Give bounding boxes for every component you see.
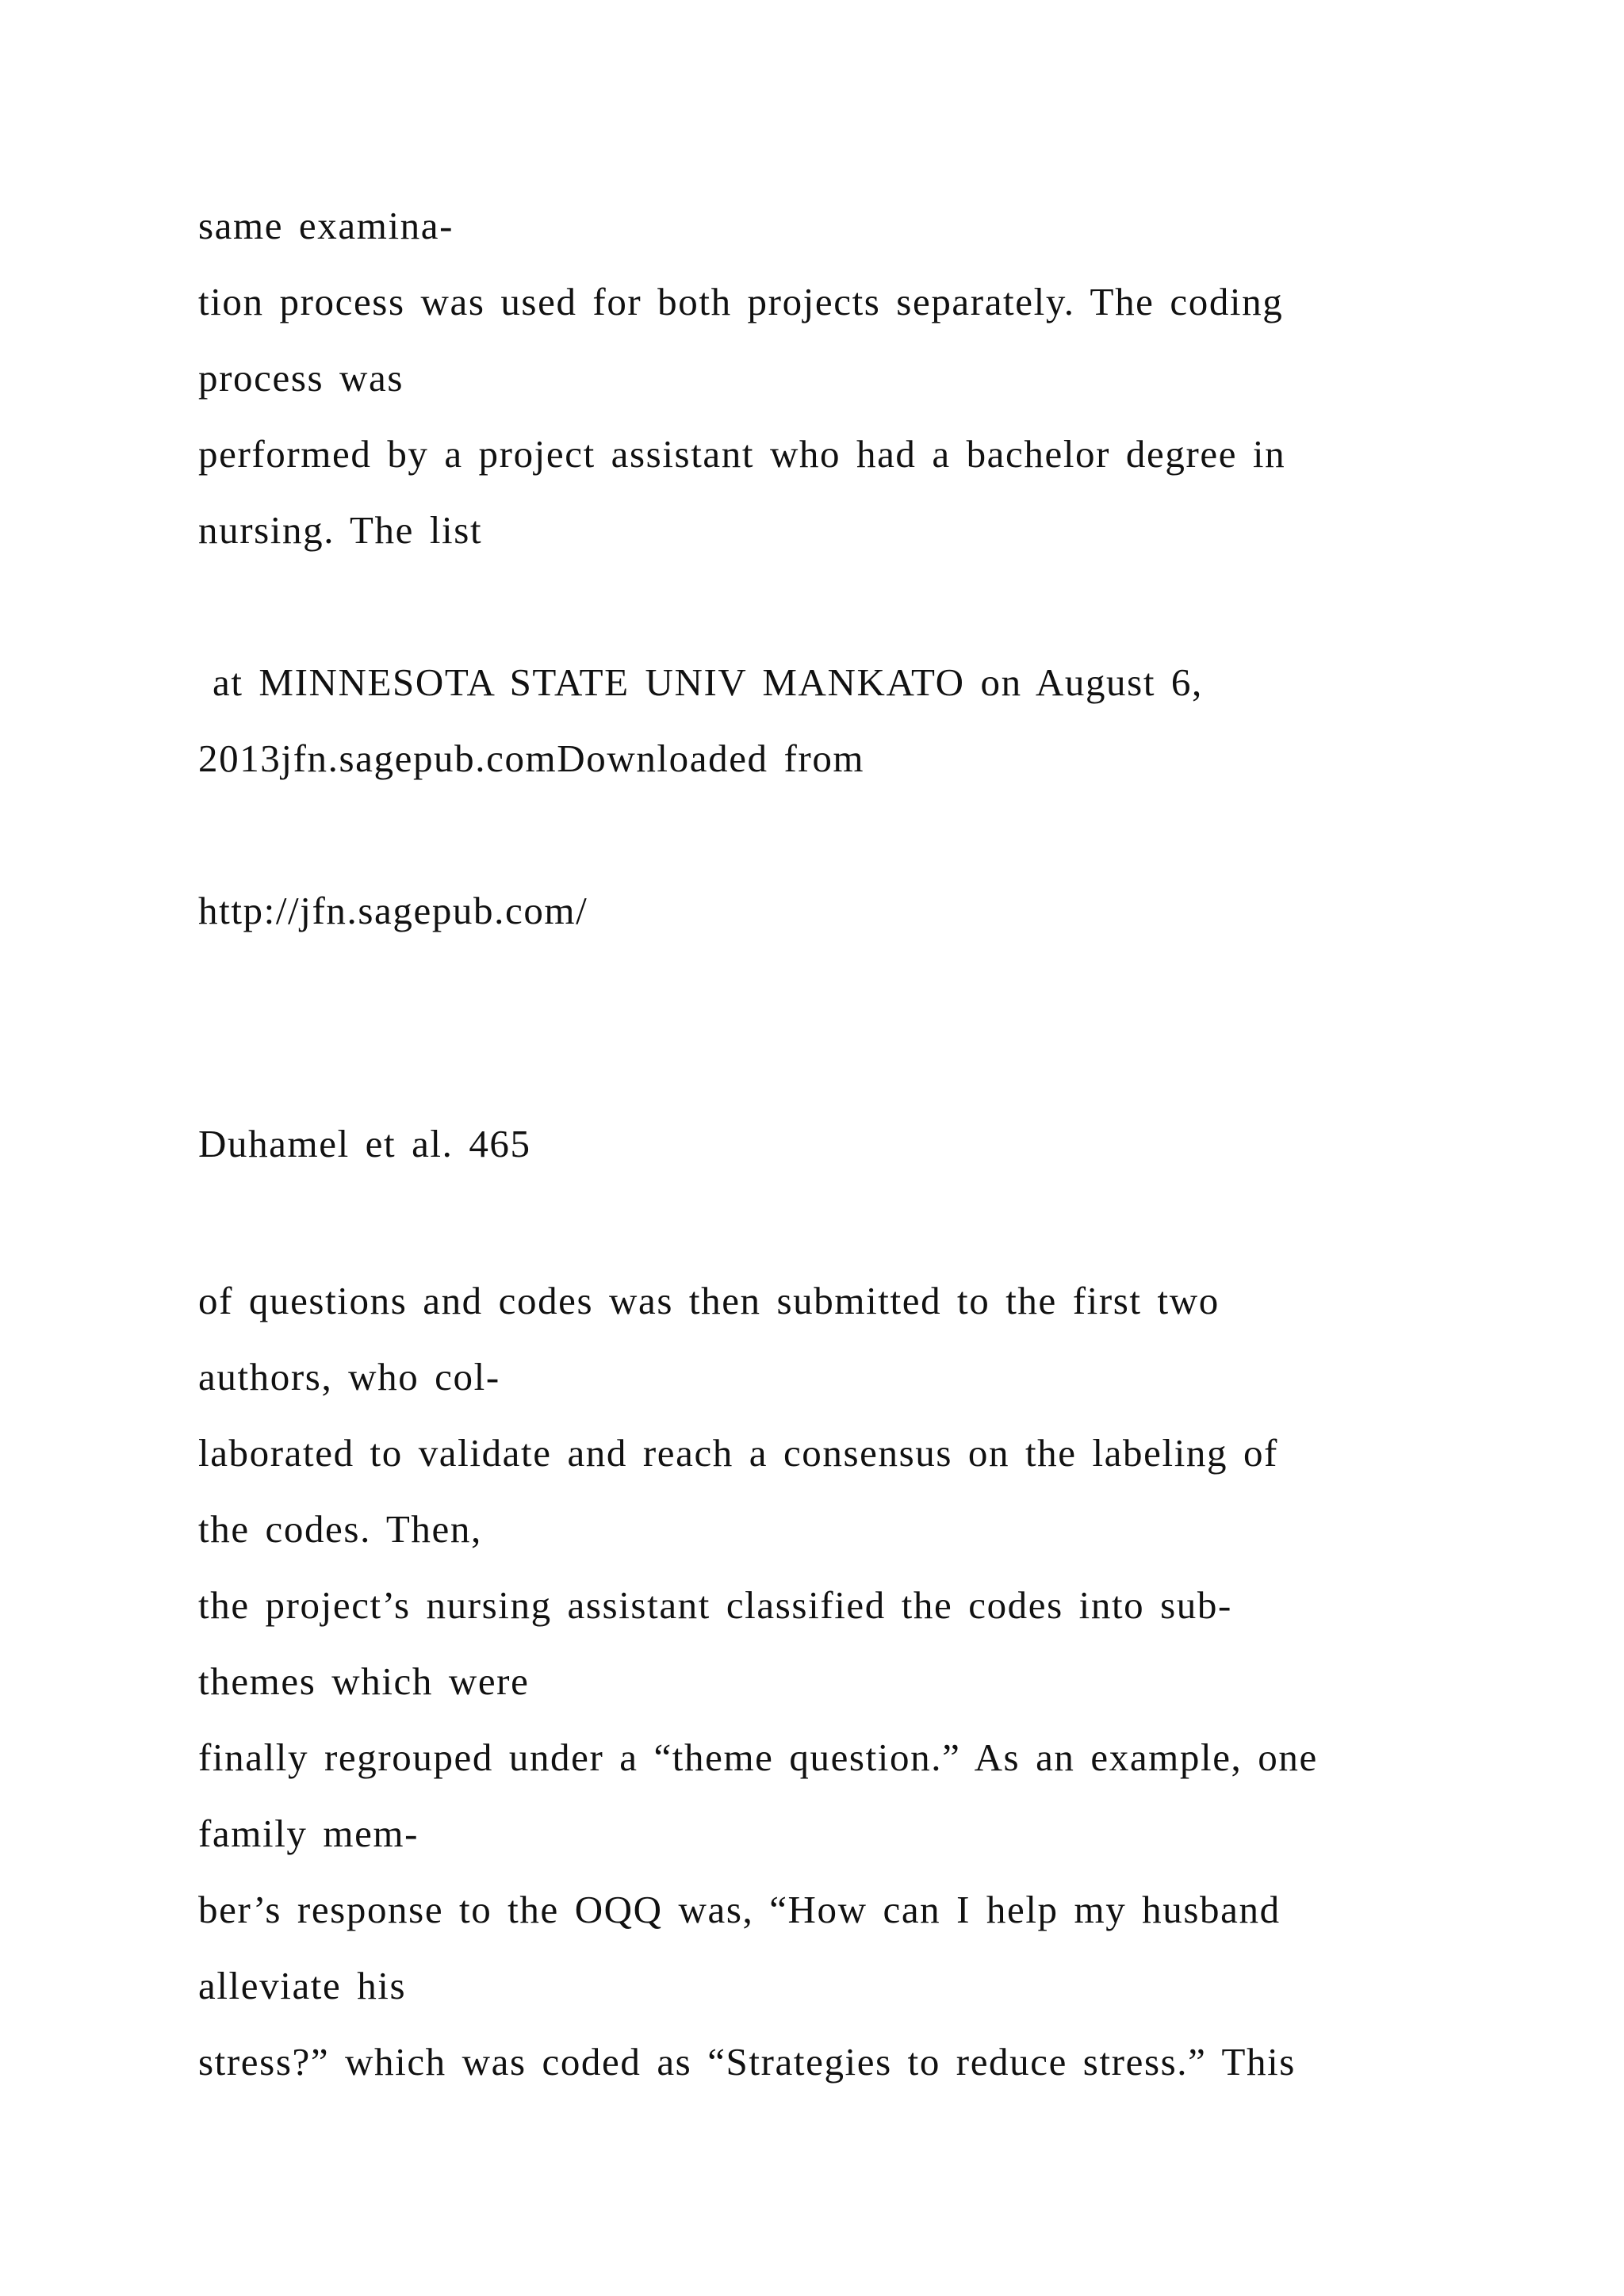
text-line: nursing. The list [198,508,483,552]
text-line: family mem- [198,1812,419,1855]
running-header: Duhamel et al. 465 [198,1122,531,1165]
download-notice-line: 2013jfn.sagepub.comDownloaded from [198,737,865,780]
text-line: the project’s nursing assistant classified the codes into sub- [198,1583,1232,1627]
text-line: the codes. Then, [198,1507,482,1551]
text-line: authors, who col- [198,1355,500,1399]
text-line: process was [198,356,404,400]
text-line: themes which were [198,1659,530,1703]
text-line: ber’s response to the OQQ was, “How can I help my husband [198,1888,1281,1931]
text-line: performed by a project assistant who had a bachelor degree in [198,432,1286,476]
text-line: stress?” which was coded as “Strategies to reduce stress.” This [198,2040,1296,2084]
source-url: http://jfn.sagepub.com/ [198,889,588,932]
download-notice-line: at MINNESOTA STATE UNIV MANKATO on August 6, [213,660,1203,704]
text-line: finally regrouped under a “theme question.” As an example, one [198,1735,1318,1779]
text-line: alleviate his [198,1964,407,2007]
text-line: of questions and codes was then submitted to the first two [198,1279,1220,1322]
text-line: same examina- [198,204,454,247]
text-line: tion process was used for both projects separately. The coding [198,280,1284,323]
text-line: laborated to validate and reach a consensus on the labeling of [198,1431,1278,1475]
